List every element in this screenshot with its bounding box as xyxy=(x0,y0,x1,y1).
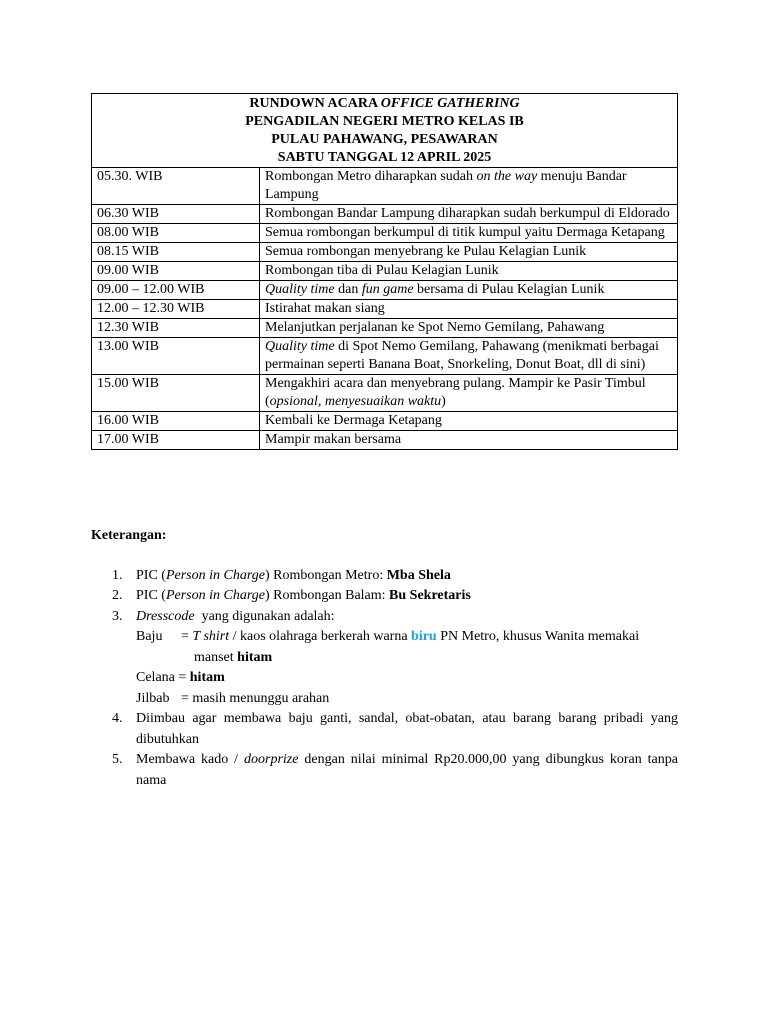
table-row xyxy=(92,300,678,319)
activity-cell: Kembali ke Dermaga Ketapang xyxy=(260,412,678,431)
rundown-table xyxy=(91,93,678,450)
time-cell: 12.30 WIB xyxy=(92,319,260,338)
activity-cell: Mengakhiri acara dan menyebrang pulang. Mampir ke Pasir Timbul (opsional, menyesuaikan waktu) xyxy=(260,375,678,412)
list-item: 3. Dresscode yang digunakan adalah: xyxy=(112,608,335,624)
table-row xyxy=(92,205,678,224)
header-line-1: RUNDOWN ACARA OFFICE GATHERING xyxy=(249,96,520,111)
table-header xyxy=(92,94,678,168)
table-row xyxy=(92,375,678,412)
time-cell: 16.00 WIB xyxy=(92,412,260,431)
table-row xyxy=(92,281,678,300)
time-cell: 08.00 WIB xyxy=(92,224,260,243)
list-item: 2. PIC (Person in Charge) Rombongan Balam: Bu Sekretaris xyxy=(112,588,471,603)
pic-metro-name: Mba Shela xyxy=(386,567,451,583)
activity-cell: Quality time dan fun game bersama di Pulau Kelagian Lunik xyxy=(260,281,678,300)
list-item: 4. Diimbau agar membawa baju ganti, sandal, obat-obatan, atau barang barang pribadi yang dibutuhkan xyxy=(112,711,678,747)
list-item: 1. PIC (Person in Charge) Rombongan Metro: Mba Shela xyxy=(112,567,451,583)
table-row xyxy=(92,243,678,262)
activity-cell: Istirahat makan siang xyxy=(260,300,678,319)
time-cell: 15.00 WIB xyxy=(92,375,260,412)
activity-cell: Rombongan Metro diharapkan sudah on the way menuju Bandar Lampung xyxy=(260,168,678,205)
time-cell: 17.00 WIB xyxy=(92,431,260,450)
table-row xyxy=(92,224,678,243)
header-line-3: PULAU PAHAWANG, PESAWARAN xyxy=(271,132,498,147)
table-row xyxy=(92,431,678,450)
color-blue-text: biru xyxy=(411,629,437,644)
activity-cell: Rombongan tiba di Pulau Kelagian Lunik xyxy=(260,262,678,281)
time-cell: 09.00 WIB xyxy=(92,262,260,281)
table-header-row xyxy=(92,94,678,168)
dresscode-celana: Celana = hitam xyxy=(136,670,225,685)
activity-cell: Semua rombongan menyebrang ke Pulau Kelagian Lunik xyxy=(260,243,678,262)
notes-section xyxy=(91,526,678,791)
header-line-2: PENGADILAN NEGERI METRO KELAS IB xyxy=(245,114,524,129)
notes-title: Keterangan: xyxy=(91,528,167,543)
list-item: 5. Membawa kado / doorprize dengan nilai minimal Rp20.000,00 yang dibungkus koran tanpa nama xyxy=(112,752,678,788)
activity-cell: Rombongan Bandar Lampung diharapkan sudah berkumpul di Eldorado xyxy=(260,205,678,224)
table-row xyxy=(92,338,678,375)
activity-cell: Semua rombongan berkumpul di titik kumpul yaitu Dermaga Ketapang xyxy=(260,224,678,243)
table-row xyxy=(92,412,678,431)
table-row xyxy=(92,168,678,205)
table-row xyxy=(92,262,678,281)
activity-cell: Melanjutkan perjalanan ke Spot Nemo Gemilang, Pahawang xyxy=(260,319,678,338)
activity-cell: Mampir makan bersama xyxy=(260,431,678,450)
time-cell: 13.00 WIB xyxy=(92,338,260,375)
time-cell: 05.30. WIB xyxy=(92,168,260,205)
time-cell: 12.00 – 12.30 WIB xyxy=(92,300,260,319)
dresscode-jilbab: Jilbab = masih menunggu arahan xyxy=(136,690,330,706)
table-row xyxy=(92,319,678,338)
activity-cell: Quality time di Spot Nemo Gemilang, Pahawang (menikmati berbagai permainan seperti Banana Boat, Snorkeling, Donut Boat, dll di sini) xyxy=(260,338,678,375)
time-cell: 06.30 WIB xyxy=(92,205,260,224)
dresscode-baju: Baju = T shirt / kaos olahraga berkerah warna biru PN Metro, khusus Wanita memakai manset hitam xyxy=(136,629,640,665)
time-cell: 08.15 WIB xyxy=(92,243,260,262)
pic-balam-name: Bu Sekretaris xyxy=(389,588,471,603)
time-cell: 09.00 – 12.00 WIB xyxy=(92,281,260,300)
header-line-4: SABTU TANGGAL 12 APRIL 2025 xyxy=(277,150,492,165)
